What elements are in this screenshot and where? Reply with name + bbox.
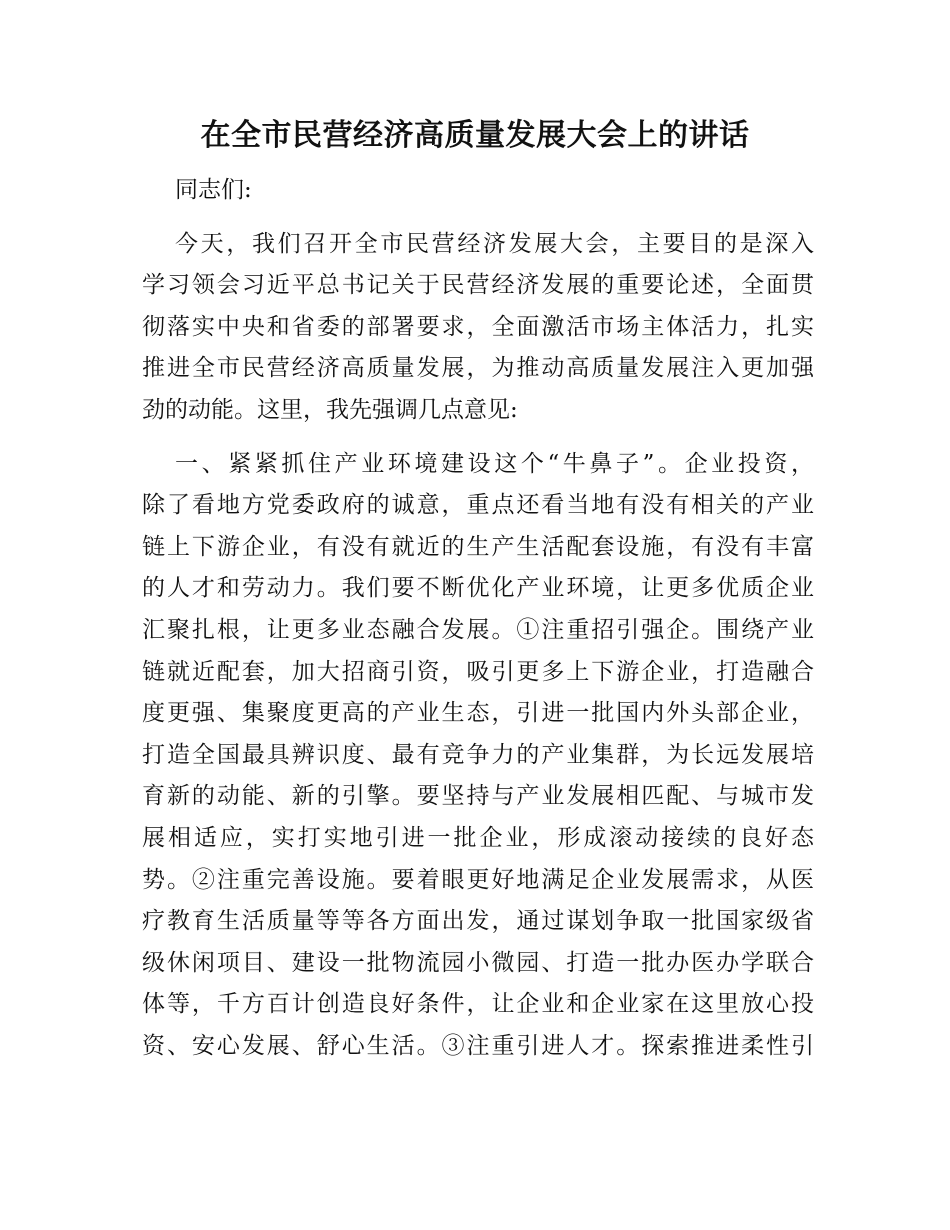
text-line: 推进全市民营经济高质量发展，为推动高质量发展注入更加强 — [142, 355, 814, 382]
text-line: 学习领会习近平总书记关于民营经济发展的重要论述，全面贯 — [142, 272, 814, 299]
text-line: 链就近配套，加大招商引资，吸引更多上下游企业，打造融合 — [142, 658, 814, 685]
text-line: 除了看地方党委政府的诚意，重点还看当地有没有相关的产业 — [142, 492, 814, 519]
text-line: 育新的动能、新的引擎。要坚持与产业发展相匹配、与城市发 — [142, 783, 814, 810]
text-line: 链上下游企业，有没有就近的生产生活配套设施，有没有丰富 — [142, 533, 814, 560]
text-line: 汇聚扎根，让更多业态融合发展。①注重招引强企。围绕产业 — [142, 616, 814, 643]
text-line: 展相适应，实打实地引进一批企业，形成滚动接续的良好态 — [142, 824, 814, 851]
text-line: 打造全国最具辨识度、最有竞争力的产业集群，为长远发展培 — [142, 741, 814, 768]
text-line: 劲的动能。这里，我先强调几点意见: — [142, 396, 518, 423]
text-line: 度更强、集聚度更高的产业生态，引进一批国内外头部企业， — [142, 700, 814, 727]
greeting: 同志们: — [175, 177, 252, 203]
text-line: 势。②注重完善设施。要着眼更好地满足企业发展需求，从医 — [142, 866, 814, 893]
text-line: 疗教育生活质量等等各方面出发，通过谋划争取一批国家级省 — [142, 908, 814, 935]
paragraph-intro — [142, 224, 814, 432]
text-line: 今天，我们召开全市民营经济发展大会，主要目的是深入 — [175, 230, 814, 257]
document-body — [142, 170, 814, 1079]
document-title: 在全市民营经济高质量发展大会上的讲话 — [200, 118, 750, 153]
text-line: 级休闲项目、建设一批物流园小微园、打造一批办医办学联合 — [142, 949, 814, 976]
text-line: 资、安心发展、舒心生活。③注重引进人才。探索推进柔性引 — [142, 1032, 814, 1059]
paragraph-section-one — [142, 444, 814, 1068]
text-line: 体等，千方百计创造良好条件，让企业和企业家在这里放心投 — [142, 991, 814, 1018]
text-line: 的人才和劳动力。我们要不断优化产业环境，让更多优质企业 — [142, 575, 814, 602]
text-line: 彻落实中央和省委的部署要求，全面激活市场主体活力，扎实 — [142, 313, 814, 340]
text-line: 一、紧紧抓住产业环境建设这个“牛鼻子”。企业投资， — [175, 450, 814, 477]
